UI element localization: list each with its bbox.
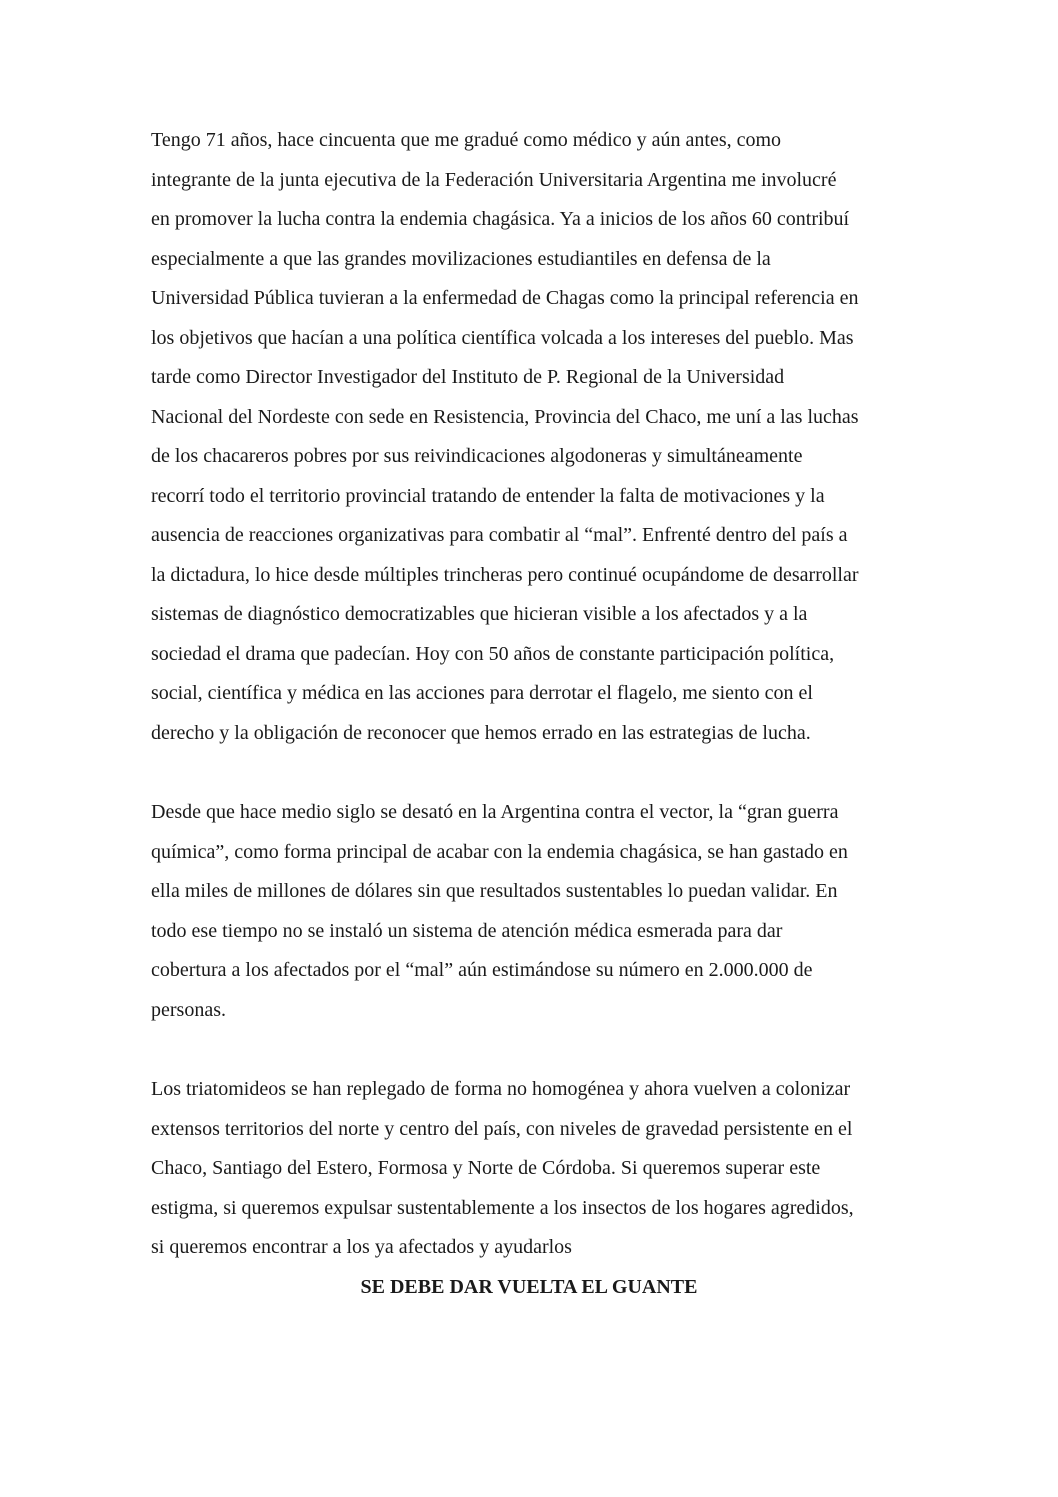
text-line: estigma, si queremos expulsar sustentablemente a los insectos de los hogares agredidos, bbox=[151, 1197, 854, 1219]
text-line: sistemas de diagnóstico democratizables que hicieran visible a los afectados y a la bbox=[151, 603, 808, 625]
text-line: extensos territorios del norte y centro del país, con niveles de gravedad persistente en el bbox=[151, 1118, 853, 1140]
text-line: la dictadura, lo hice desde múltiples trincheras pero continué ocupándome de desarrollar bbox=[151, 564, 859, 586]
text-line: sociedad el drama que padecían. Hoy con 50 años de constante participación política, bbox=[151, 643, 835, 665]
text-line: Universidad Pública tuvieran a la enfermedad de Chagas como la principal referencia en bbox=[151, 287, 859, 309]
closing-heading: SE DEBE DAR VUELTA EL GUANTE bbox=[360, 1276, 698, 1298]
text-line: Nacional del Nordeste con sede en Resistencia, Provincia del Chaco, me uní a las luchas bbox=[151, 406, 859, 428]
text-line: química”, como forma principal de acabar con la endemia chagásica, se han gastado en bbox=[151, 841, 848, 863]
text-line: los objetivos que hacían a una política científica volcada a los intereses del pueblo. Mas bbox=[151, 327, 854, 349]
text-line: todo ese tiempo no se instaló un sistema de atención médica esmerada para dar bbox=[151, 920, 783, 942]
text-line: ella miles de millones de dólares sin que resultados sustentables lo puedan validar. En bbox=[151, 880, 838, 902]
text-line: derecho y la obligación de reconocer que hemos errado en las estrategias de lucha. bbox=[151, 722, 811, 744]
text-line: en promover la lucha contra la endemia chagásica. Ya a inicios de los años 60 contribuí bbox=[151, 208, 850, 230]
text-line: de los chacareros pobres por sus reivindicaciones algodoneras y simultáneamente bbox=[151, 445, 803, 467]
text-line: integrante de la junta ejecutiva de la Federación Universitaria Argentina me involucré bbox=[151, 169, 837, 191]
text-line: recorrí todo el territorio provincial tratando de entender la falta de motivaciones y la bbox=[151, 485, 825, 507]
text-line: social, científica y médica en las acciones para derrotar el flagelo, me siento con el bbox=[151, 682, 813, 704]
text-line: Chaco, Santiago del Estero, Formosa y Norte de Córdoba. Si queremos superar este bbox=[151, 1157, 821, 1179]
text-line: tarde como Director Investigador del Instituto de P. Regional de la Universidad bbox=[151, 366, 785, 388]
text-line: personas. bbox=[151, 999, 226, 1021]
text-line: especialmente a que las grandes movilizaciones estudiantiles en defensa de la bbox=[151, 248, 771, 270]
text-line: ausencia de reacciones organizativas para combatir al “mal”. Enfrenté dentro del país a bbox=[151, 524, 848, 546]
text-line: Desde que hace medio siglo se desató en la Argentina contra el vector, la “gran guerra bbox=[151, 801, 839, 823]
text-line: Tengo 71 años, hace cincuenta que me gradué como médico y aún antes, como bbox=[151, 129, 782, 151]
text-line: si queremos encontrar a los ya afectados y ayudarlos bbox=[151, 1236, 572, 1258]
text-line: cobertura a los afectados por el “mal” aún estimándose su número en 2.000.000 de bbox=[151, 959, 813, 981]
text-line: Los triatomideos se han replegado de forma no homogénea y ahora vuelven a colonizar bbox=[151, 1078, 851, 1100]
